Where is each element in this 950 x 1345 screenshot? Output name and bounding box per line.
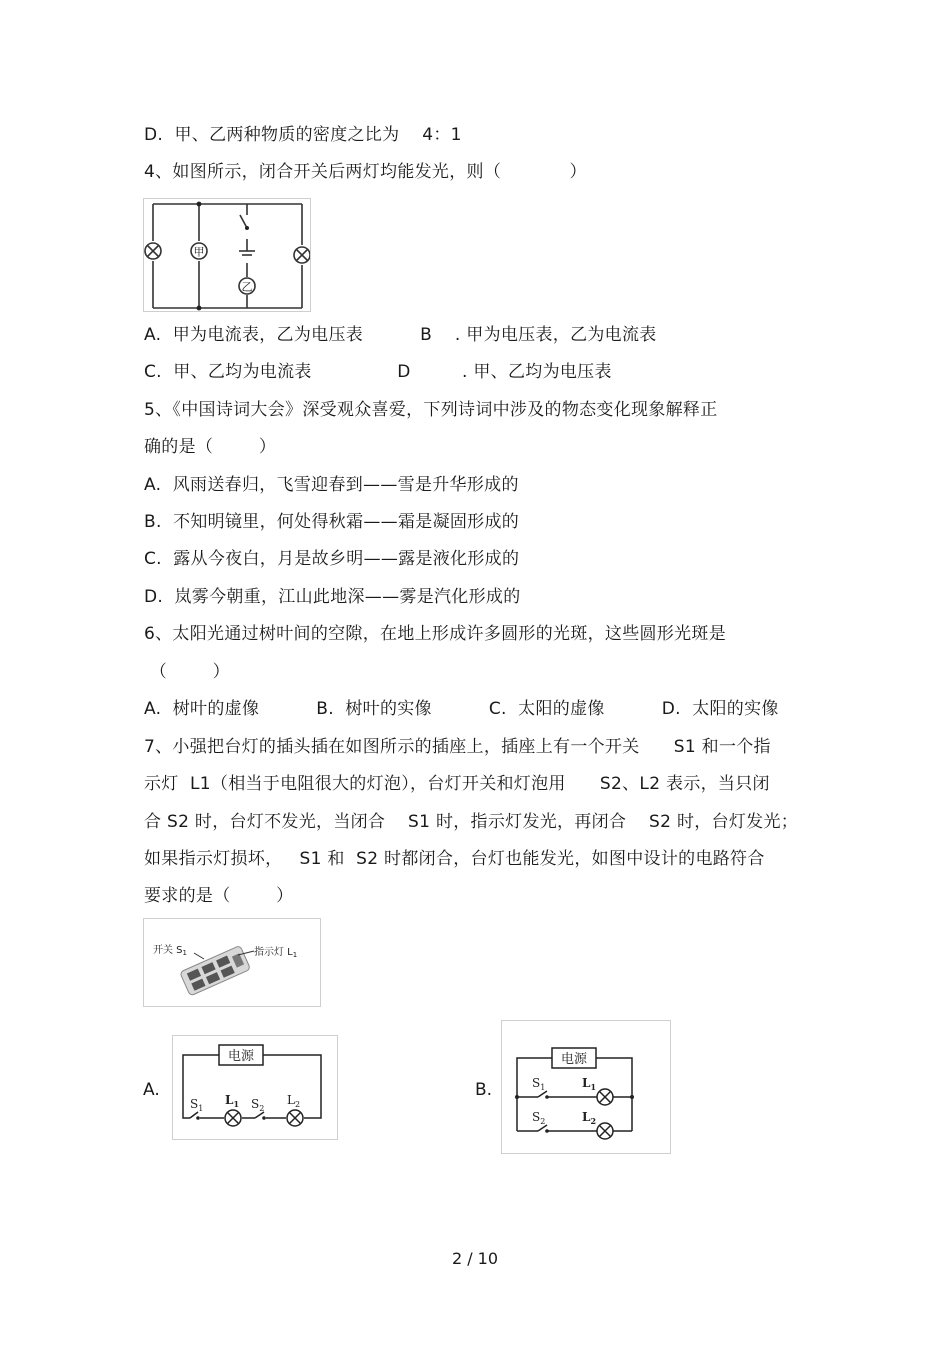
q5-stem-2: 确的是（ ）: [144, 437, 277, 457]
lamp-l1-label: L: [582, 1076, 591, 1090]
q7-stem-3: 合 S2 时，台灯不发光，当闭合 S1 时，指示灯发光，再闭合 S2 时，台灯发光；: [144, 812, 799, 832]
svg-text:S2: [251, 1097, 264, 1113]
q6-options: A. 树叶的虚像 B. 树叶的实像 C. 太阳的虚像 D. 太阳的实像: [144, 699, 779, 719]
ammeter-jia-label: 甲: [193, 245, 205, 259]
q7-stem-1: 7、小强把台灯的插头插在如图所示的插座上，插座上有一个开关 S1 和一个指: [144, 737, 771, 757]
switch-s1-sub: 1: [198, 1104, 204, 1113]
svg-text:S2: [532, 1110, 545, 1126]
lamp-l1-sub: 1: [233, 1099, 240, 1109]
circuit-b-option-label: B.: [475, 1080, 493, 1100]
circuit-b-figure: [501, 1020, 671, 1154]
q7-stem-4: 如果指示灯损坏， S1 和 S2 时都闭合，台灯也能发光，如图中设计的电路符合: [144, 849, 765, 869]
power-label: 电源: [560, 1052, 588, 1067]
q5-option-d: D. 岚雾今朝重，江山此地深——雾是汽化形成的: [144, 587, 521, 607]
lamp-l1-sub: 1: [590, 1082, 597, 1092]
q4-circuit-figure: [143, 198, 311, 312]
q7-stem-2: 示灯 L1（相当于电阻很大的灯泡），台灯开关和灯泡用 S2、L2 表示，当只闭: [144, 774, 770, 794]
svg-text:L2: [582, 1110, 596, 1126]
lamp-l2-label: L: [582, 1110, 591, 1124]
switch-s1-sub: 1: [540, 1083, 546, 1092]
svg-text:开关 S1: [153, 944, 187, 957]
lamp-l1-label: L: [225, 1093, 234, 1107]
power-label: 电源: [227, 1049, 255, 1064]
page-number: 2 / 10: [451, 1249, 499, 1268]
q4-stem: 4、如图所示，闭合开关后两灯均能发光，则（ ）: [144, 162, 587, 182]
switch-s1-label: S: [190, 1097, 199, 1111]
lamp-l1-label: 指示灯 L: [254, 947, 293, 958]
q3-option-d: D. 甲、乙两种物质的密度之比为 4：1: [144, 125, 462, 145]
switch-s2-label: S: [251, 1097, 260, 1111]
circuit-a-option-label: A.: [143, 1080, 160, 1100]
switch-s1-label: 开关 S: [153, 945, 183, 956]
svg-text:S1: [190, 1097, 203, 1113]
lamp-l1-sub: 1: [292, 951, 298, 959]
svg-text:L1: [582, 1076, 596, 1092]
q5-stem-1: 5、《中国诗词大会》深受观众喜爱，下列诗词中涉及的物态变化现象解释正: [144, 400, 718, 420]
switch-s1-label: S: [532, 1076, 541, 1090]
q5-option-c: C. 露从今夜白，月是故乡明——露是液化形成的: [144, 549, 520, 569]
switch-s1-sub: 1: [182, 949, 187, 957]
switch-s2-sub: 2: [259, 1104, 265, 1113]
switch-s2-label: S: [532, 1110, 541, 1124]
meter-yi-label: 乙: [241, 280, 253, 294]
q6-stem-1: 6、太阳光通过树叶间的空隙，在地上形成许多圆形的光斑，这些圆形光斑是: [144, 624, 727, 644]
svg-text:指示灯 L1: [254, 945, 297, 959]
q5-option-a: A. 风雨送春归，飞雪迎春到——雪是升华形成的: [144, 475, 519, 495]
socket-illustration: [143, 918, 321, 1007]
q5-option-b: B. 不知明镜里，何处得秋霜——霜是凝固形成的: [144, 512, 520, 532]
q6-stem-2: （ ）: [144, 662, 230, 682]
q4-option-ab: A. 甲为电流表，乙为电压表 B . 甲为电压表，乙为电流表: [144, 325, 657, 345]
q4-option-cd: C. 甲、乙均为电流表 D . 甲、乙均为电压表: [144, 362, 612, 382]
svg-text:L1: [225, 1093, 239, 1109]
switch-s2-sub: 2: [540, 1117, 546, 1126]
lamp-l2-sub: 2: [590, 1116, 597, 1126]
lamp-l2-sub: 2: [294, 1100, 301, 1109]
svg-text:S1: [532, 1076, 545, 1092]
q7-stem-5: 要求的是（ ）: [144, 886, 294, 906]
svg-text:L2: [287, 1093, 300, 1109]
lamp-l2-label: L: [287, 1093, 295, 1107]
circuit-a-figure: [172, 1035, 338, 1140]
